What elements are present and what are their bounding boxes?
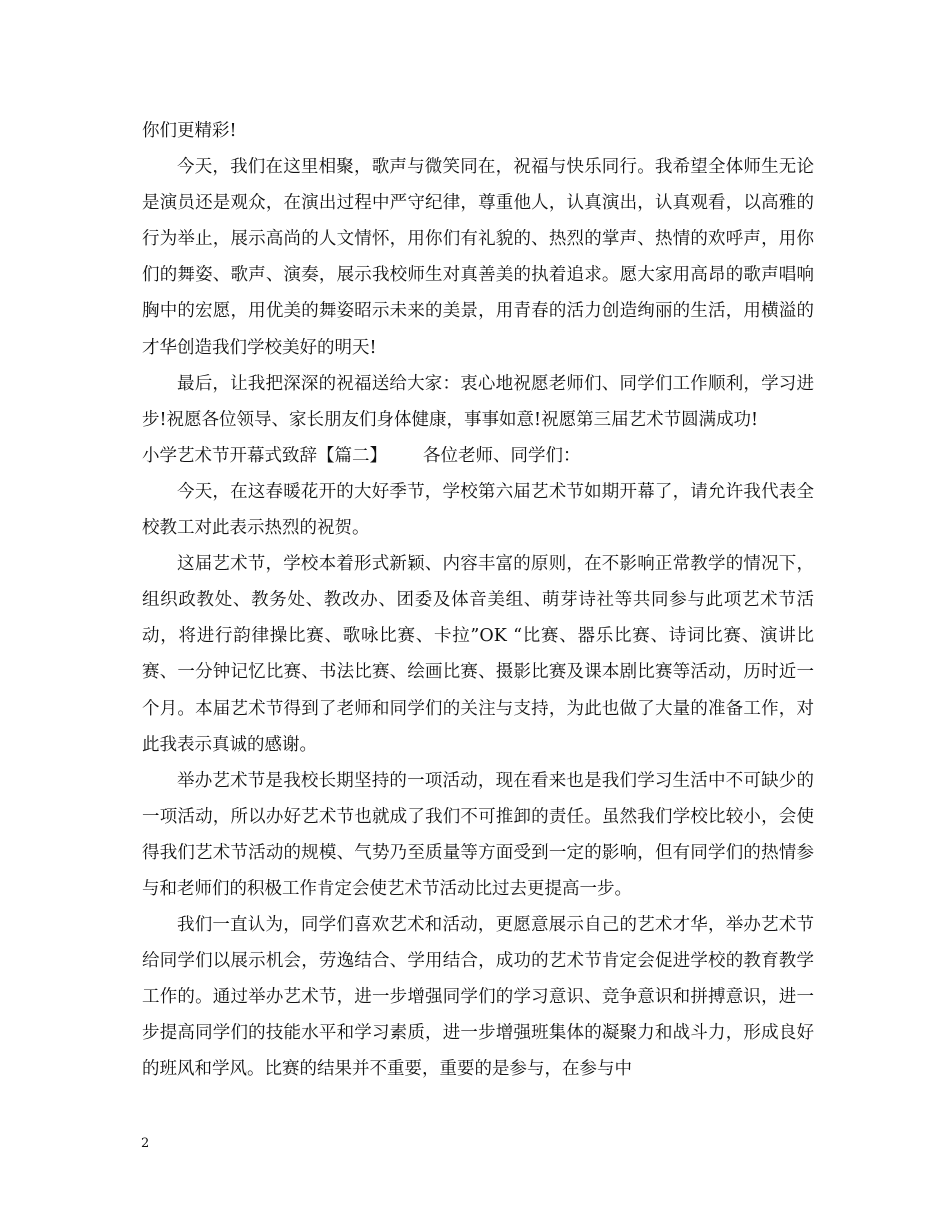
paragraph: 这届艺术节，学校本着形式新颖、内容丰富的原则，在不影响正常教学的情况下，组织政教处、教务处、教改办、团委及体音美组、萌芽诗社等共同参与此项艺术节活动，将进行韵律操比赛、歌咏比赛、卡拉”OK “比赛、器乐比赛、诗词比赛、演讲比赛、一分钟记忆比赛、书法比赛、绘画比赛、摄影比赛及课本剧比赛等活动，历时近一个月。本届艺术节得到了老师和同学们的关注与支持，为此也做了大量的准备工作，对此我表示真诚的感谢。 bbox=[142, 554, 814, 755]
paragraph: 今天，我们在这里相聚，歌声与微笑同在，祝福与快乐同行。我希望全体师生无论是演员还是观众，在演出过程中严守纪律，尊重他人，认真演出，认真观看，以高雅的行为举止，展示高尚的人文情怀，用你们有礼貌的、热烈的掌声、热情的欢呼声，用你们的舞姿、歌声、演奏，展示我校师生对真善美的执着追求。愿大家用高昂的歌声唱响胸中的宏愿，用优美的舞姿昭示未来的美景，用青春的活力创造绚丽的生活，用横溢的才华创造我们学校美好的明天! bbox=[142, 157, 814, 358]
paragraph: 举办艺术节是我校长期坚持的一项活动，现在看来也是我们学习生活中不可缺少的一项活动，所以办好艺术节也就成了我们不可推卸的责任。虽然我们学校比较小，会使得我们艺术节活动的规模、气势乃至质量等方面受到一定的影响，但有同学们的热情参与和老师们的积极工作肯定会使艺术节活动比过去更提高一步。 bbox=[142, 770, 814, 899]
paragraph: 我们一直认为，同学们喜欢艺术和活动，更愿意展示自己的艺术才华，举办艺术节给同学们以展示机会，劳逸结合、学用结合，成功的艺术节肯定会促进学校的教育教学工作的。通过举办艺术节，进一步增强同学们的学习意识、竞争意识和拼搏意识，进一步提高同学们的技能水平和学习素质，进一步增强班集体的凝聚力和战斗力，形成良好的班风和学风。比赛的结果并不重要，重要的是参与，在参与中 bbox=[142, 915, 814, 1080]
paragraph-continuation: 你们更精彩! bbox=[142, 121, 237, 141]
page-number: 2 bbox=[141, 1136, 150, 1151]
paragraph: 最后，让我把深深的祝福送给大家：衷心地祝愿老师们、同学们工作顺利，学习进步!祝愿各位领导、家长朋友们身体健康，事事如意!祝愿第三届艺术节圆满成功! bbox=[142, 373, 814, 430]
paragraph: 今天，在这春暖花开的大好季节，学校第六届艺术节如期开幕了，请允许我代表全校教工对此表示热烈的祝贺。 bbox=[142, 481, 814, 539]
section-heading-line bbox=[142, 438, 814, 474]
section-heading: 小学艺术节开幕式致辞【篇二】 bbox=[142, 445, 387, 466]
salutation: 各位老师、同学们： bbox=[423, 445, 581, 466]
document-body bbox=[142, 113, 814, 1088]
